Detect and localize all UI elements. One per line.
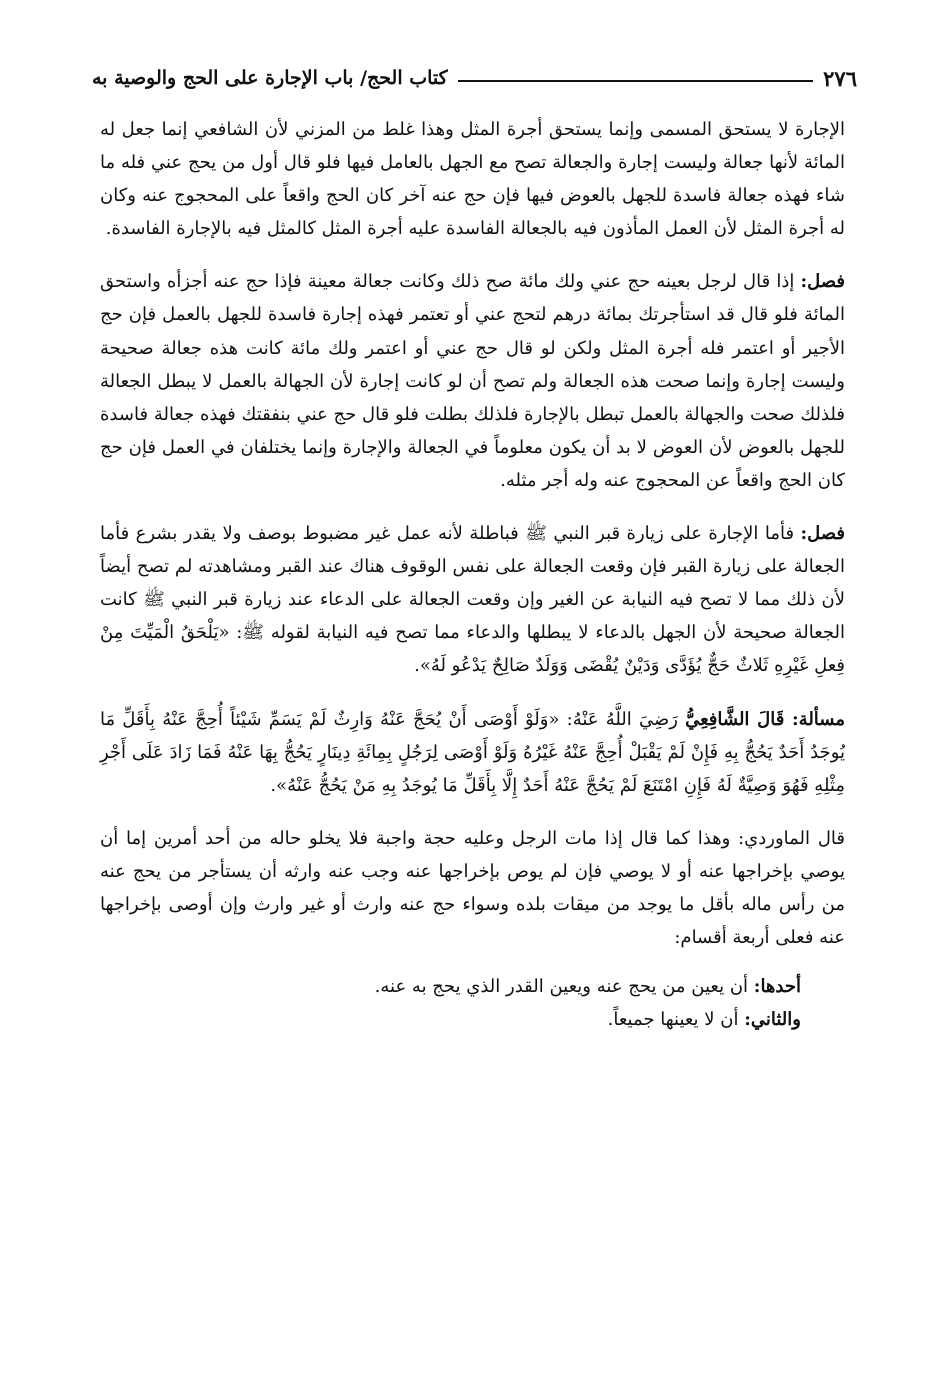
item-label: والثاني: (744, 1009, 801, 1031)
page-body (100, 113, 845, 1036)
item-text: أن لا يعينها جميعاً. (607, 1009, 739, 1031)
item-text: أن يعين من يحج عنه ويعين القدر الذي يحج به عنه. (374, 976, 749, 998)
page-number: ٢٧٦ (823, 65, 857, 91)
paragraph-text: الإجارة لا يستحق المسمى وإنما يستحق أجرة المثل وهذا غلط من المزني لأن الشافعي إنما جعل له المائة لأنها جعالة وليست إجارة والجعالة تصح مع الجهل بالعامل فيها فلو قال أول من يحج عني فله ما شاء فهذه جعالة فاسدة للجهل بالعوض فيها فإن حج عنه آخر كان الحج واقعاً على المحجوج عنه وكان له أجرة المثل لأن العمل المأذون فيه بالجعالة الفاسدة عليه أجرة المثل كالمثل فيه بالإجارة الفاسدة. (100, 119, 845, 240)
paragraph-text: فأما الإجارة على زيارة قبر النبي ﷺ فباطلة لأنه عمل غير مضبوط بوصف ولا يقدر بشرع فأما الجعالة على زيارة القبر فإن وقعت الجعالة على نفس الوقوف هناك عند القبر ومشاهدته لم تصح أيضاً لأن ذلك مما لا تصح فيه النيابة عن الغير وإن وقعت الجعالة على الدعاء عند زيارة قبر النبي ﷺ كانت الجعالة صحيحة لأن الجهل بالدعاء لا يبطلها والدعاء مما تصح فيه النيابة لقوله ﷺ: (100, 523, 845, 644)
paragraph-mawardi (100, 822, 845, 954)
section-label: فصل: (800, 523, 845, 545)
list-item (100, 970, 845, 1003)
item-label: أحدها: (753, 976, 801, 998)
paragraph-text: إذا قال لرجل بعينه حج عني ولك مائة صح ذلك وكانت جعالة معينة فإذا حج عنه أجزأه واستحق المائة فلو قال قد استأجرتك بمائة درهم لتحج عني أو تعتمر فهذه إجارة فاسدة للجهل بالعمل فإن حج الأجير أو اعتمر فله أجرة المثل ولكن لو قال حج عني أو اعتمر ولك مائة كانت هذه جعالة صحيحة وليست إجارة وإنما صحت هذه الجعالة ولم تصح أن لو كانت إجارة لأن الجهالة بالعمل لا يبطل الجعالة فلذلك صحت والجهالة بالعمل تبطل بالإجارة فلذلك بطلت فلو قال حج عني بنفقتك فهذه جعالة فاسدة للجهل بالعوض لأن العوض لا بد أن يكون معلوماً في الجعالة والإجارة وإنما يختلفان في العمل فإن حج كان الحج واقعاً عن المحجوج عنه وله أجر مثله. (100, 271, 846, 491)
header-rule (458, 80, 813, 82)
paragraph-text: رَضِيَ اللَّهُ عَنْهُ: «وَلَوْ أَوْصَى أَنْ يُحَجَّ عَنْهُ وَارِثٌ لَمْ يَسَمِّ شَيْئاً أُحِجَّ عَنْهُ بِأَقَلِّ مَا يُوجَدُ أَحَدٌ يَحُجُّ بِهِ فَإِنْ لَمْ يَقْبَلْ أُحِجَّ عَنْهُ غَيْرُهُ وَلَوْ أَوْصَى لِرَجُلٍ بِمِائَةِ دِينَارٍ يَحُجُّ بِهَا عَنْهُ فَمَا زَادَ عَلَى أَجْرِ مِثْلِهِ فَهُوَ وَصِيَّةٌ لَهُ فَإِنِ امْتَنَعَ لَمْ يَحُجَّ عَنْهُ أَحَدٌ إِلَّا بِأَقَلِّ مَا يُوجَدُ بِهِ مَنْ يَحُجُّ عَنْهُ». (100, 708, 845, 796)
section-label: مسألة: قَالَ الشَّافِعِيُّ (685, 708, 845, 730)
paragraph-text: قال الماوردي: وهذا كما قال إذا مات الرجل وعليه حجة واجبة فلا يخلو حاله من أحد أمرين إما أن يوصي بإخراجها عنه أو لا يوصي فإن لم يوص بإخراجها عنه وجب عنه وارثه أن يستأجر من يحج عنه من رأس ماله بأقل ما يوجد من ميقات بلده وسواء حج عنه وارث أو غير وارث وإن أوصى بإخراجها عنه فعلى أربعة أقسام: (100, 827, 845, 949)
section-label: فصل: (800, 271, 845, 293)
paragraph-fasl-1 (100, 265, 845, 497)
division-list (100, 970, 845, 1036)
page-header (92, 60, 857, 96)
list-item (100, 1003, 845, 1036)
running-title: كتاب الحج/ باب الإجارة على الحج والوصية به (92, 67, 448, 89)
paragraph-masala (100, 703, 845, 802)
paragraph-continuation (100, 113, 845, 245)
hadith-quote: «يَلْحَقُ الْمَيِّتَ مِنْ فِعلِ غَيْرِهِ ثَلاثٌ حَجٌّ يُؤَدَّى وَدَيْنٌ يُقْضَى وَوَلَدٌ صَالِحٌ يَدْعُو لَهُ». (100, 622, 845, 677)
paragraph-fasl-2 (100, 517, 845, 682)
